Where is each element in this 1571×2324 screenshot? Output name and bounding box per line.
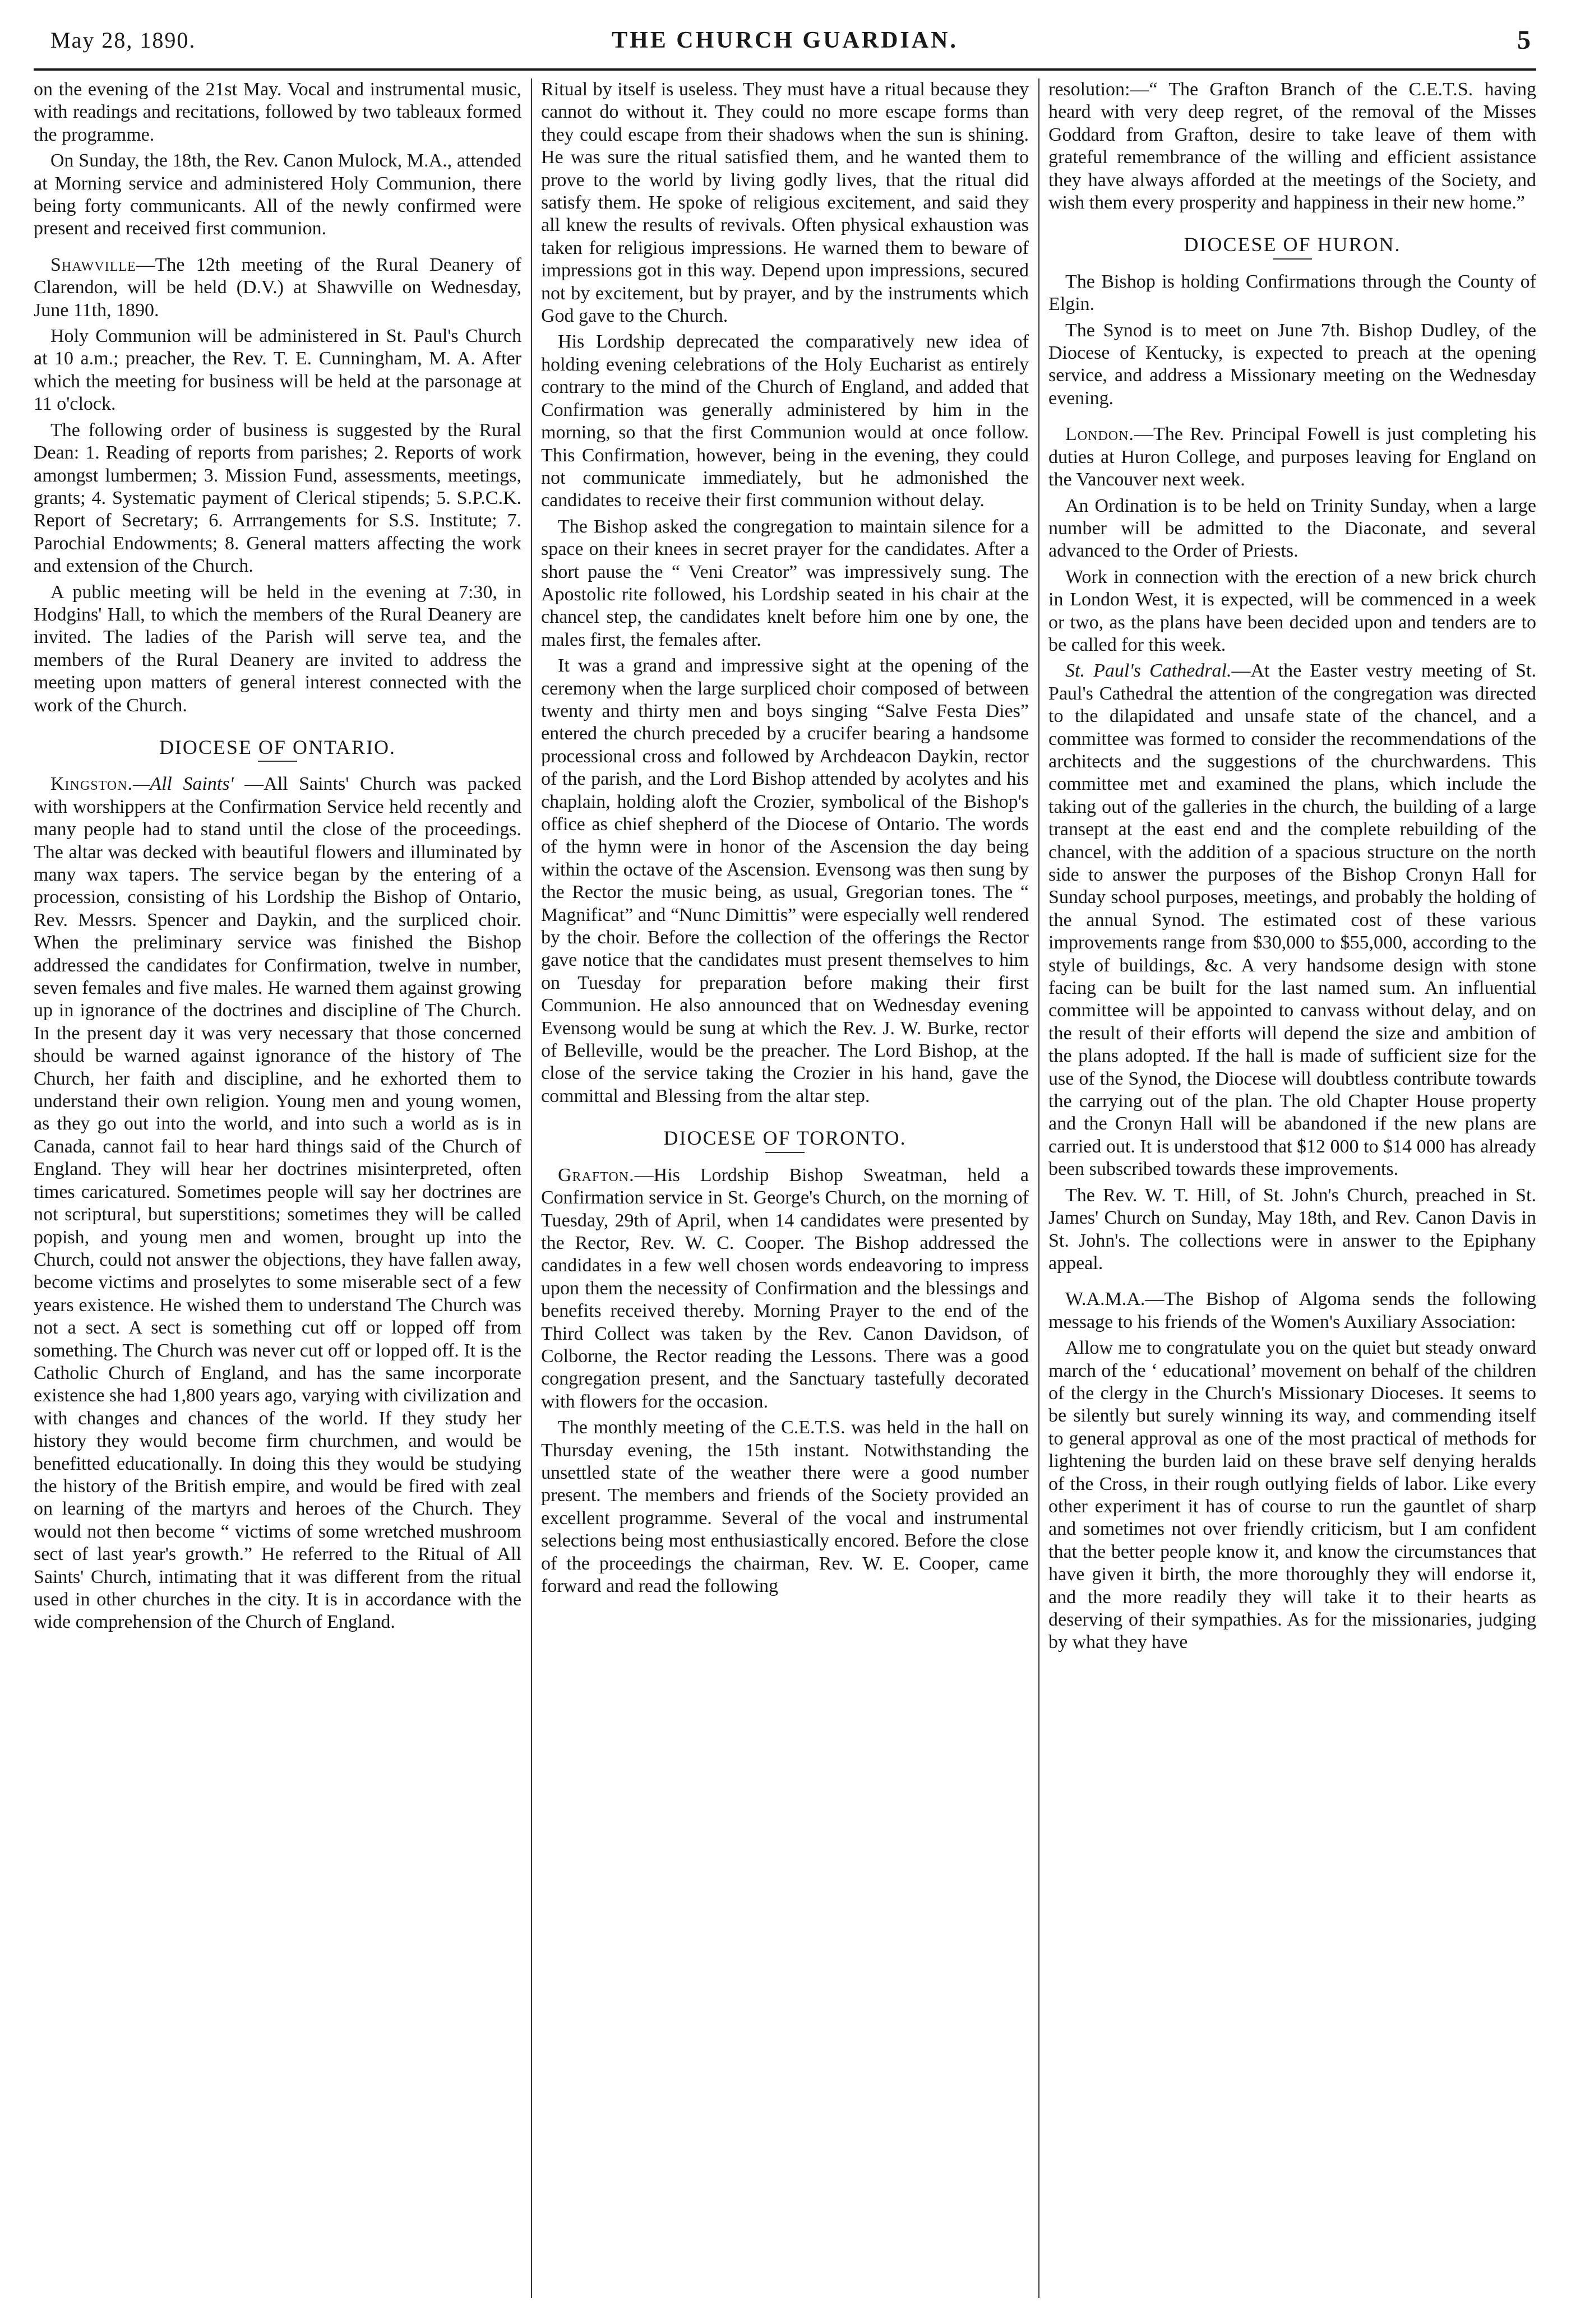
paragraph: On Sunday, the 18th, the Rev. Canon Mulock, M.A., attended at Morning service and administered Holy Communion, there being forty communicants. All of the newly confirmed were present and received first communion. xyxy=(34,150,521,239)
column-divider xyxy=(1038,78,1039,2298)
paragraph: Shawville—The 12th meeting of the Rural Deanery of Clarendon, will be held (D.V.) at Shawville on Wednesday, June 11th, 1890. xyxy=(34,254,521,321)
paragraph: The monthly meeting of the C.E.T.S. was held in the hall on Thursday evening, the 15th instant. Notwithstanding the unsettled state of the weather there were a good number present. The members and friends of the Society provided an excellent programme. Several of the vocal and instrumental selections being most enthusiastically encored. Before the close of the proceedings the chairman, Rev. W. E. Cooper, came forward and read the following xyxy=(541,1417,1029,1596)
column-2 xyxy=(541,78,1029,2298)
paragraph: The Synod is to meet on June 7th. Bishop Dudley, of the Diocese of Kentucky, is expected to preach at the opening service, and address a Missionary meeting on the Wednesday evening. xyxy=(1048,320,1536,409)
paragraph: The following order of business is suggested by the Rural Dean: 1. Reading of reports from parishes; 2. Reports of work amongst lumbermen; 3. Mission Fund, assessments, meetings, grants; 4. Systematic payment of Clerical stipends; 5. S.P.C.K. Report of Secretary; 6. Arrrangements for S.S. Institute; 7. Parochial Endowments; 8. General matters affecting the work and extension of the Church. xyxy=(34,419,521,577)
paragraph: A public meeting will be held in the evening at 7:30, in Hodgins' Hall, to which the members of the Rural Deanery are invited. The ladies of the Parish will serve tea, and the members of the Rural Deanery are invited to address the meeting upon matters of general interest connected with the work of the Church. xyxy=(34,581,521,716)
issue-date: May 28, 1890. xyxy=(50,27,196,53)
section-heading: DIOCESE OF TORONTO. xyxy=(663,1127,907,1150)
section-heading: DIOCESE OF HURON. xyxy=(1184,233,1401,256)
newspaper-page xyxy=(34,22,1536,2304)
place-lead: Kingston. xyxy=(50,774,133,795)
paragraph: W.A.M.A.—The Bishop of Algoma sends the following message to his friends of the Women's Auxiliary Association: xyxy=(1048,1289,1536,1332)
column-3 xyxy=(1048,78,1536,2298)
column-divider xyxy=(531,78,532,2298)
italic-lead: St. Paul's Cathedral. xyxy=(1065,660,1232,682)
page-number: 5 xyxy=(1517,25,1531,55)
paragraph: Holy Communion will be administered in St. Paul's Church at 10 a.m.; preacher, the Rev. T. E. Cunningham, M. A. After which the meeting for business will be held at the parsonage at 11 o'clock. xyxy=(34,326,521,415)
paragraph: resolution:—“ The Grafton Branch of the C.E.T.S. having heard with very deep regret, of the removal of the Misses Goddard from Grafton, desire to take leave of them with grateful remembrance of the willing and efficient assistance they have always afforded at the meetings of the Society, and wish them every prosperity and happiness in their new home.” xyxy=(1048,79,1536,214)
paragraph: The Bishop is holding Confirmations through the County of Elgin. xyxy=(1048,271,1536,315)
section-heading: DIOCESE OF ONTARIO. xyxy=(159,735,396,758)
heading-dash xyxy=(258,761,297,762)
masthead-title: THE CHURCH GUARDIAN. xyxy=(612,27,958,53)
heading-dash xyxy=(765,1152,805,1153)
paragraph: An Ordination is to be held on Trinity Sunday, when a large number will be admitted to the Diaconate, and several advanced to the Order of Priests. xyxy=(1048,495,1536,562)
heading-dash xyxy=(1273,258,1312,260)
place-lead: London. xyxy=(1065,424,1134,445)
paragraph: Allow me to congratulate you on the quiet but steady onward march of the ‘ educational’ movement on behalf of the children of the clergy in the Church's Missionary Dioceses. It seems to be silently but surely winning its way, and commending itself to general approval as one of the most practical of methods for lightening the burden laid on these brave self denying heralds of the Cross, in their rough outlying fields of labor. Like every other experiment it has of course to run the gauntlet of sharp and sometimes not over friendly criticism, but I am confident that the better people know it, and know the circumstances that have given it birth, the more thoroughly they will endorse it, and the more readily they will take it to their hearts as deserving of their sympathies. As for the missionaries, judging by what they have xyxy=(1048,1337,1536,1653)
place-lead: Shawville xyxy=(50,254,136,275)
column-1 xyxy=(34,78,521,2298)
paragraph: The Bishop asked the congregation to maintain silence for a space on their knees in secret prayer for the candidates. After a short pause the “ Veni Creator” was impressively sung. The Apostolic rite followed, his Lordship seated in his chair at the chancel step, the candidates knelt before him one by one, the males first, the females after. xyxy=(541,516,1029,650)
paragraph: His Lordship deprecated the comparatively new idea of holding evening celebrations of the Holy Eucharist as entirely contrary to the mind of the Church of England, and added that Confirmation was generally administered by him in the morning, so that the first Communion would at once follow. This Confirmation, however, being in the evening, they could not communicate immediately, but he admonished the candidates to receive their first communion without delay. xyxy=(541,331,1029,511)
paragraph: Work in connection with the erection of a new brick church in London West, it is expected, will be commenced in a week or two, as the plans have been decided upon and tenders are to be called for this week. xyxy=(1048,566,1536,655)
section-lead: W.A.M.A. xyxy=(1065,1289,1145,1310)
page-header xyxy=(34,22,1536,67)
paragraph: Grafton.—His Lordship Bishop Sweatman, held a Confirmation service in St. George's Church, on the morning of Tuesday, 29th of April, when 14 candidates were presented by the Rector, Rev. W. C. Cooper. The Bishop addressed the candidates in a few well chosen words endeavoring to impress upon them the necessity of Confirmation and the blessings and benefits received thereby. Morning Prayer to the end of the Third Collect was taken by the Rev. Canon Davidson, of Colborne, the Rector reading the Lessons. There was a good congregation present, and the Sanctuary tastefully decorated with flowers for the occasion. xyxy=(541,1164,1029,1412)
place-lead: Grafton. xyxy=(558,1164,635,1186)
paragraph: London.—The Rev. Principal Fowell is just completing his duties at Huron College, and purposes leaving for England on the Vancouver next week. xyxy=(1048,424,1536,490)
header-rule xyxy=(34,68,1536,71)
paragraph: Ritual by itself is useless. They must have a ritual because they cannot do without it. They could no more escape forms than they could escape from their shadows when the sun is shining. He was sure the ritual satisfied them, and he wanted them to prove to the world by living godly lives, that the ritual did satisfy them. He spoke of religious excitement, and said they all knew the results of revivals. Often physical exhaustion was taken for religious impressions. He warned them to beware of impressions got in this way. Depend upon impressions, secured not by excitement, but by prayer, and by the instruments which God gave to the Church. xyxy=(541,79,1029,327)
paragraph: on the evening of the 21st May. Vocal and instrumental music, with readings and recitations, followed by two tableaux formed the programme. xyxy=(34,79,521,145)
paragraph: It was a grand and impressive sight at the opening of the ceremony when the large surpliced choir composed of between twenty and thirty men and boys singing “Salve Festa Dies” entered the church preceded by a crucifer bearing a handsome processional cross and followed by Archdeacon Daykin, rector of the parish, and the Lord Bishop attended by acolytes and his chaplain, holding aloft the Crozier, symbolical of the Bishop's office as chief shepherd of the Diocese of Ontario. The words of the hymn were in honor of the Ascension the day being within the octave of the Ascension. Evensong was then sung by the Rector the music being, as usual, Gregorian tones. The “ Magnificat” and “Nunc Dimittis” were especially well rendered by the choir. Before the collection of the offerings the Rector gave notice that the candidates must present themselves to him on Tuesday for preparation before making their first Communion. He also announced that on Wednesday evening Evensong would be sung at which the Rev. J. W. Burke, rector of Belleville, would be the preacher. The Lord Bishop, at the close of the service taking the Crozier in his hand, gave the committal and Blessing from the altar step. xyxy=(541,655,1029,1107)
paragraph: The Rev. W. T. Hill, of St. John's Church, preached in St. James' Church on Sunday, May 18th, and Rev. Canon Davis in St. John's. The collections were in answer to the Epiphany appeal. xyxy=(1048,1184,1536,1274)
paragraph: Kingston.—All Saints' —All Saints' Church was packed with worshippers at the Confirmation Service held recently and many people had to stand until the close of the proceedings. The altar was decked with beautiful flowers and illuminated by many wax tapers. The service began by the entering of a procession, consisting of his Lordship the Bishop of Ontario, Rev. Messrs. Spencer and Daykin, and the surpliced choir. When the preliminary service was finished the Bishop addressed the candidates for Confirmation, twelve in number, seven females and five males. He warned them against growing up in ignorance of the doctrines and discipline of The Church. In the present day it was very necessary that those concerned should be warned against ignorance of the history of The Church, her faith and discipline, and he exhorted them to understand their own religion. Young men and young women, as they go out into the world, and into such a world as is in Canada, cannot fail to hear hard things said of the Church of England. They will hear her doctrines misinterpreted, often times caricatured. Sometimes people will say her doctrines are not scriptural, but superstitions; sometimes they will be called popish, and young men and women, brought up into the Church, could not answer the objections, they have fallen away, become victims and proselytes to some miserable sect of a few years existence. He wished them to understand The Church was not a sect. A sect is something cut off or lopped off from something. The Church was never cut off or lopped off. It is the Catholic Church of England, and has the same incorporate existence she had 1,800 years ago, varying with civilization and with changes and chances of the world. If they study her history they would become firm churchmen, and would be benefitted educationally. In doing this they would be studying the history of the British empire, and would be fired with zeal on learning of the martyrs and heroes of the Church. They would not then become “ victims of some wretched mushroom sect of last year's growth.” He referred to the Ritual of All Saints' Church, intimating that it was different from the ritual used in other churches in the city. It is in accordance with the wide comprehension of the Church of England. xyxy=(34,774,521,1633)
paragraph: St. Paul's Cathedral.—At the Easter vestry meeting of St. Paul's Cathedral the attention of the congregation was directed to the dilapidated and unsafe state of the chancel, and a committee was formed to consider the recommendations of the architects and the suggestions of the churchwardens. This committee met and examined the plans, which include the taking out of the galleries in the church, the building of a large transept at the east end and the complete rebuilding of the chancel, with the addition of a spacious structure on the north side to answer the purposes of the Bishop Cronyn Hall for Sunday school purposes, meetings, and probably the holding of the annual Synod. The estimated cost of these various improvements range from $30,000 to $55,000, according to the style of buildings, &c. A very handsome design with stone facing can be built for the last named sum. An influential committee will be appointed to canvass without delay, and on the result of their efforts will depend the size and ambition of the plans adopted. If the hall is made of sufficient size for the use of the Synod, the Diocese will doubtless contribute towards the carrying out of the plan. The old Chapter House property and the Cronyn Hall will be abandoned if the new plans are carried out. It is understood that $12 000 to $14 000 has already been subscribed towards these improvements. xyxy=(1048,660,1536,1180)
